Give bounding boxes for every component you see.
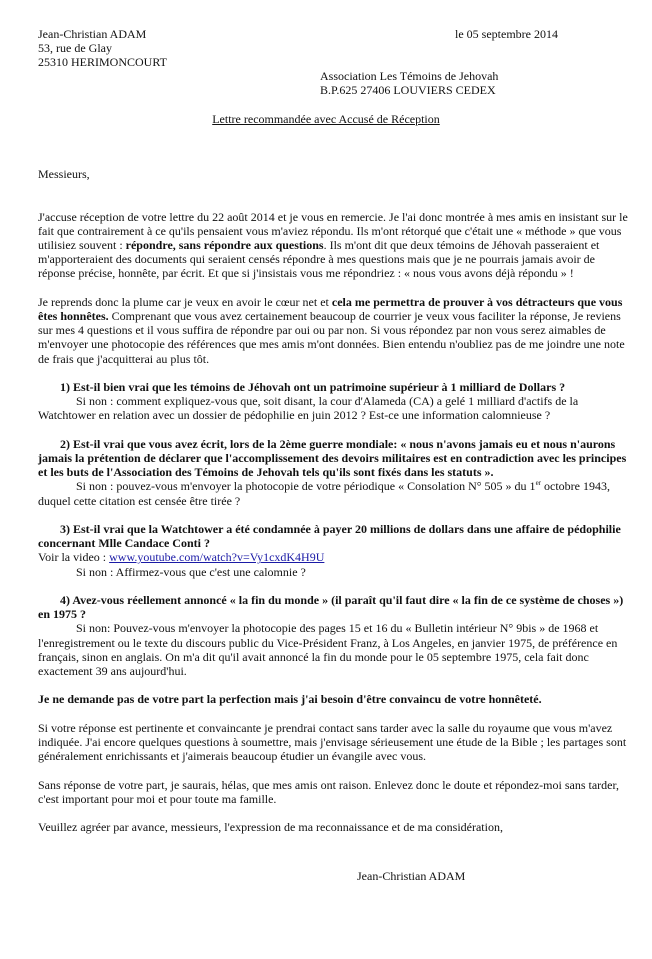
honesty-statement: Je ne demande pas de votre part la perfection mais j'ai besoin d'être convaincu de votre honnêteté. xyxy=(38,692,542,707)
subject-text: Lettre recommandée avec Accusé de Réception xyxy=(212,112,440,126)
answer-2-rest: duquel cette citation est censée être tirée ? xyxy=(38,493,241,508)
closing-formula: Veuillez agréer par avance, messieurs, l'expression de ma reconnaissance et de ma considération, xyxy=(38,820,503,835)
emphasis-text: cela me permettra de prouver à vos détracteurs que vous êtes honnêtes. xyxy=(38,294,623,323)
signature-name: Jean-Christian ADAM xyxy=(357,869,466,883)
paragraph-acknowledgement: J'accuse réception de votre lettre du 22 août 2014 et je vous en remercie. Je l'ai donc montrée à mes amis en insistant sur le fait que contrairement à ce qu'ils pensaient vous m'aviez répondu. Ils m'ont rétorqué que c'était une « méthode » que vous utilisiez souvent : répondre, sans répondre aux questions. Ils m'ont dit que deux témoins de Jéhovah passeraient et m'apporteraient des documents qui seraient censés répondre à mes questions mais que je ne pourrais jamais avoir de réponse précise, honnête, par écrit. Et que si j'insistais vous me répondriez : « nous vous avons déjà répondu » ! xyxy=(38,209,628,281)
paragraph-intent: Si votre réponse est pertinente et convaincante je prendrai contact sans tarder avec la salle du royaume que vous m'avez indiquée. J'ai encore quelques questions à soumettre, mais j'envisage sérieusement une étude de la Bible ; les partages sont généralement enrichissants et j'aimerais beaucoup étudier un évangile avec vous. xyxy=(38,720,627,764)
sender-street: 53, rue de Glay xyxy=(38,41,112,56)
answer-3: Si non : Affirmez-vous que c'est une calomnie ? xyxy=(76,564,306,579)
recipient-address xyxy=(320,69,498,97)
emphasis-text: répondre, sans répondre aux questions xyxy=(125,237,324,252)
letter-date: le 05 septembre 2014 xyxy=(455,27,558,41)
question-1: 1) Est-il bien vrai que les témoins de Jéhovah ont un patrimoine supérieur à 1 milliard de Dollars ? xyxy=(60,379,566,394)
sender-name: Jean-Christian ADAM xyxy=(38,27,147,41)
recipient-postal: B.P.625 27406 LOUVIERS CEDEX xyxy=(320,83,496,98)
answer-1-first: Si non : comment expliquez-vous que, soit disant, la cour d'Alameda (CA) a gelé 1 milliard d'actifs de la xyxy=(76,394,579,409)
video-reference: Voir la video : www.youtube.com/watch?v=Vy1cxdK4H9U xyxy=(38,550,325,565)
sender-city: 25310 HERIMONCOURT xyxy=(38,55,167,70)
answer-4-rest: l'enregistrement ou le texte du discours public du Vice-Président Franz, à Los Angeles, en janvier 1975, de préférence en français, sinon en anglais. On m'a dit qu'il avait annoncé la fin du monde pour le 05 septembre 1975, cela fait donc exactement 39 ans aujourd'hui. xyxy=(38,635,618,678)
question-2: 2) Est-il vrai que vous avez écrit, lors de la 2ème guerre mondiale: « nous n'avons jamais eu et nous n'aurons jamais la prétention de déclarer que l'accomplissement des devoirs militaires est en contradiction avec les principes et les buts de l'Association des Témoins de Jehovah tels qu'ils sont fixés dans les statuts ». xyxy=(38,436,627,480)
salutation: Messieurs, xyxy=(38,167,90,181)
letter-body xyxy=(38,167,634,834)
answer-2-first: Si non : pouvez-vous m'envoyer la photocopie de votre périodique « Consolation N° 505 » du 1er octobre 1943, xyxy=(76,479,610,494)
paragraph-request: Je reprends donc la plume car je veux en avoir le cœur net et cela me permettra de prouver à vos détracteurs que vous êtes honnêtes. Comprenant que vous avez certainement beaucoup de courrier je veux vous faciliter la réponse, Je reviens sur mes 4 questions et il vous suffira de répondre par oui ou par non. Si vous répondez par non vous serez aimables de m'envoyer une photocopie des références que mes amis m'ont données. Bien entendu n'oubliez pas de me joindre une note de frais que j'acquitterai au plus tôt. xyxy=(38,294,625,366)
question-3: 3) Est-il vrai que la Watchtower a été condamnée à payer 20 millions de dollars dans une affaire de pédophilie concernant Mlle Candace Conti ? xyxy=(38,521,621,551)
answer-4-first: Si non: Pouvez-vous m'envoyer la photocopie des pages 15 et 16 du « Bulletin intérieur N° 9bis » de 1968 et xyxy=(76,621,599,636)
video-link[interactable]: www.youtube.com/watch?v=Vy1cxdK4H9U xyxy=(109,550,325,565)
answer-1-rest: Watchtower en relation avec un dossier de pédophilie en juin 2012 ? Est-ce une information calomnieuse ? xyxy=(38,408,551,423)
question-4: 4) Avez-vous réellement annoncé « la fin du monde » (il paraît qu'il faut dire « la fin de ce système de choses ») en 1975 ? xyxy=(38,592,624,622)
sender-address xyxy=(38,27,167,70)
recipient-org: Association Les Témoins de Jehovah xyxy=(320,69,499,83)
letter-subject xyxy=(0,112,652,126)
paragraph-appeal: Sans réponse de votre part, je saurais, hélas, que mes amis ont raison. Enlevez donc le doute et répondez-moi sans tarder, c'est important pour moi et pour toute ma famille. xyxy=(38,777,619,806)
